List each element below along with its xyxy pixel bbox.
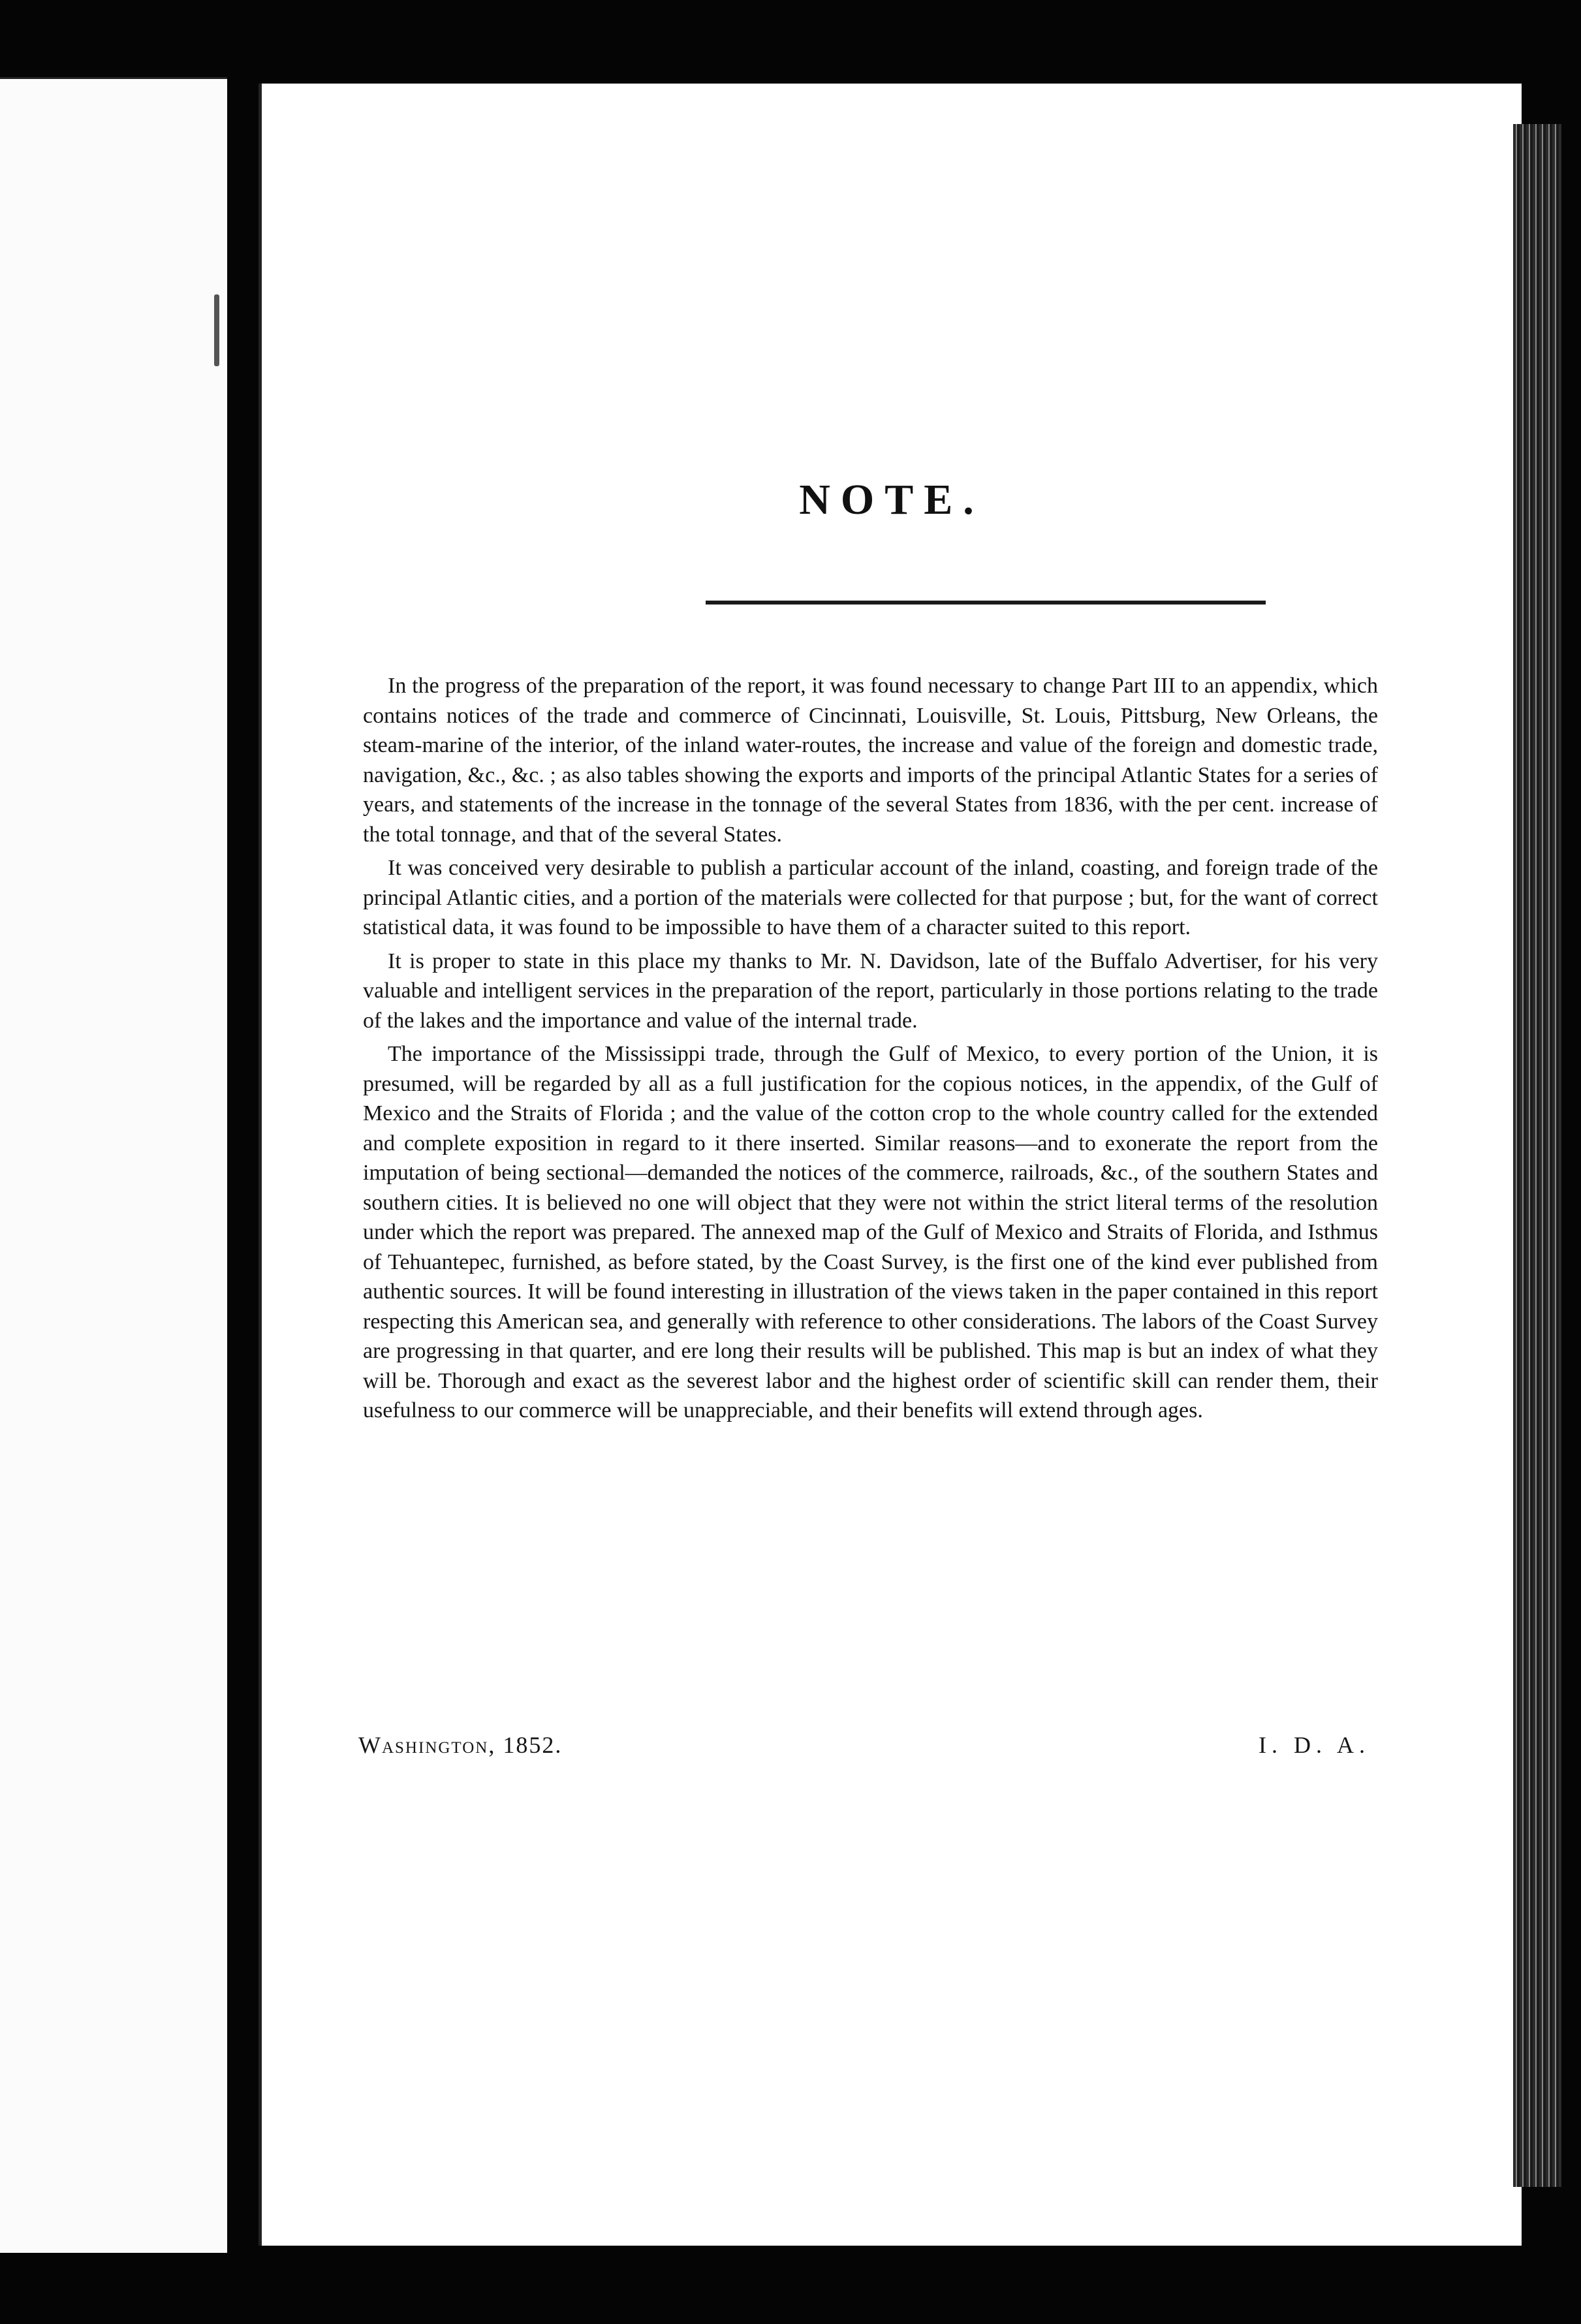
paragraph-4: The importance of the Mississippi trade, through the Gulf of Mexico, to every portion of the Union, it is presumed, will be regarded by all as a full justification for the copious notices, in the appendix, of the Gulf of Mexico and the Straits of Florida ; and the value of the cotton crop to the whole country called for the extended and complete exposition in regard to it there inserted. Similar reasons—and to exonerate the report from the imputation of being sectional—demanded the notices of the commerce, railroads, &c., of the southern States and southern cities. It is believed no one will object that they were not within the strict literal terms of the resolution under which the report was prepared. The annexed map of the Gulf of Mexico and Straits of Florida, and Isthmus of Tehuantepec, furnished, as before stated, by the Coast Survey, is the first one of the kind ever published from authentic sources. It will be found interesting in illustration of the views taken in the paper contained in this report respecting this American sea, and generally with reference to other considerations. The labors of the Coast Survey are progressing in that quarter, and ere long their results will be published. This map is but an index of what they will be. Thorough and exact as the severest labor and the highest order of scientific skill can render them, their usefulness to our commerce will be unappreciable, and their benefits will extend through ages. [363,1042,1378,1422]
binding-mark [214,294,219,366]
place-date: Washington, 1852. [358,1732,563,1758]
paragraph-3: It is proper to state in this place my thanks to Mr. N. Davidson, late of the Buffalo Advertiser, for his very valuable and intelligent services in the preparation of the report, particularly in those portions relating to the trade of the lakes and the importance and value of the internal trade. [363,949,1378,1033]
page-edges [1513,124,1561,2187]
paragraph-2: It was conceived very desirable to publish a particular account of the inland, coasting, and foreign trade of the principal Atlantic cities, and a portion of the materials were collected for that purpose ; but, for the want of correct statistical data, it was found to be impossible to have them of a character suited to this report. [363,856,1378,939]
left-facing-page [0,77,227,2253]
paragraph-1: In the progress of the preparation of the report, it was found necessary to change Part III to an appendix, which contains notices of the trade and commerce of Cincinnati, Louisville, St. Louis, Pittsburg, New Orleans, the steam-marine of the interior, of the inland water-routes, the increase and value of the foreign and domestic trade, navigation, &c., &c. ; as also tables showing the exports and imports of the principal Atlantic States for a series of years, and statements of the increase in the tonnage of the several States from 1836, with the per cent. increase of the total tonnage, and that of the several States. [363,674,1378,847]
document-page [258,84,1522,2246]
title-rule [706,601,1266,605]
author-initials: I. D. A. [1259,1732,1370,1758]
note-body [363,671,1378,1430]
page-title: NOTE. [799,476,984,524]
